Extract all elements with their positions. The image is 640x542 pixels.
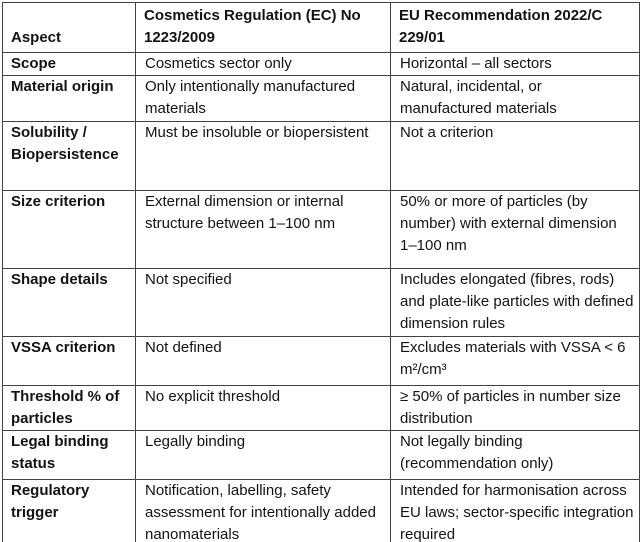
row-label-threshold-particles: Threshold % of particles xyxy=(3,386,136,431)
row-label-regulatory-trigger: Regulatory trigger xyxy=(3,480,136,542)
row-label-size-criterion: Size criterion xyxy=(3,191,136,269)
table-row-regulatory-trigger xyxy=(3,480,640,542)
row-label-vssa-criterion: VSSA criterion xyxy=(3,337,136,386)
table-cell: No explicit threshold xyxy=(136,386,391,431)
table-cell: Not a criterion xyxy=(391,122,640,191)
row-label-material-origin: Material origin xyxy=(3,76,136,122)
comparison-table xyxy=(2,2,640,542)
table-cell: Excludes materials with VSSA < 6 m²/cm³ xyxy=(391,337,640,386)
table-cell: Notification, labelling, safety assessment for intentionally added nanomaterials xyxy=(136,480,391,542)
table-cell: Cosmetics sector only xyxy=(136,53,391,76)
column-header-cosmetics-regulation: Cosmetics Regulation (EC) No 1223/2009 xyxy=(136,3,391,53)
table-row-size-criterion xyxy=(3,191,640,269)
row-label-scope: Scope xyxy=(3,53,136,76)
table-row-scope xyxy=(3,53,640,76)
column-header-aspect: Aspect xyxy=(3,3,136,53)
table-row-material-origin xyxy=(3,76,640,122)
table-row-legal-binding-status xyxy=(3,431,640,480)
table-row-vssa-criterion xyxy=(3,337,640,386)
table-cell: 50% or more of particles (by number) with external dimension 1–100 nm xyxy=(391,191,640,269)
table-cell: Includes elongated (fibres, rods) and plate-like particles with defined dimension rules xyxy=(391,269,640,337)
table-cell: Intended for harmonisation across EU laws; sector-specific integration required xyxy=(391,480,640,542)
header-row xyxy=(3,3,640,53)
table-row-threshold-particles xyxy=(3,386,640,431)
row-label-shape-details: Shape details xyxy=(3,269,136,337)
row-label-solubility-biopersistence: Solubility / Biopersistence xyxy=(3,122,136,191)
table-cell: ≥ 50% of particles in number size distribution xyxy=(391,386,640,431)
table-cell: Legally binding xyxy=(136,431,391,480)
table-cell: Only intentionally manufactured materials xyxy=(136,76,391,122)
table-row-shape-details xyxy=(3,269,640,337)
table-cell: Natural, incidental, or manufactured materials xyxy=(391,76,640,122)
table-cell: Not defined xyxy=(136,337,391,386)
row-label-legal-binding-status: Legal binding status xyxy=(3,431,136,480)
table-cell: External dimension or internal structure between 1–100 nm xyxy=(136,191,391,269)
table-cell: Not specified xyxy=(136,269,391,337)
table-cell: Not legally binding (recommendation only) xyxy=(391,431,640,480)
table-row-solubility-biopersistence xyxy=(3,122,640,191)
table-cell: Horizontal – all sectors xyxy=(391,53,640,76)
column-header-eu-recommendation: EU Recommendation 2022/C 229/01 xyxy=(391,3,640,53)
table-cell: Must be insoluble or biopersistent xyxy=(136,122,391,191)
